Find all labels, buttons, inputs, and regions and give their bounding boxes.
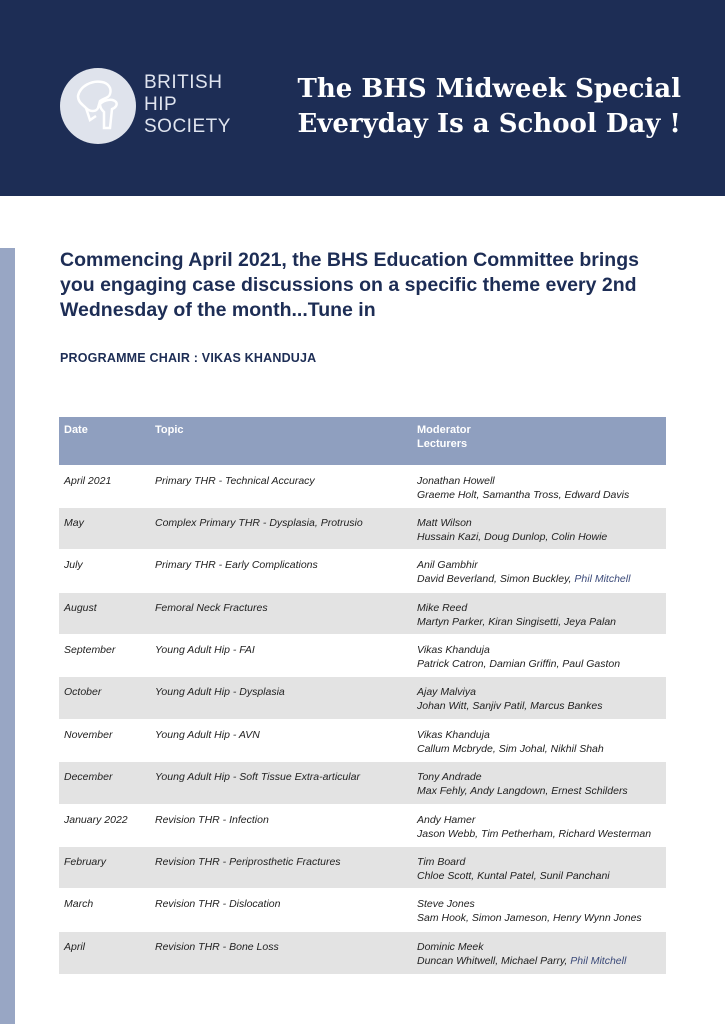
cell-topic: Complex Primary THR - Dysplasia, Protrusio (150, 507, 412, 549)
lecturer-list: Duncan Whitwell, Michael Parry, (417, 954, 571, 967)
logo-line-1: BRITISH (144, 72, 223, 93)
lecturer-list: Patrick Catron, Damian Griffin, Paul Gaston (417, 658, 621, 671)
header-banner (0, 0, 725, 196)
cell-date: January 2022 (64, 813, 128, 826)
header-topic: Topic (150, 417, 412, 465)
cell-people (412, 507, 666, 549)
moderator-name: Andy Hamer (417, 813, 476, 826)
cell-topic: Young Adult Hip - Soft Tissue Extra-articular (150, 762, 412, 804)
cell-people (412, 635, 666, 677)
lecturer-names (417, 784, 666, 798)
moderator-name: Vikas Khanduja (417, 728, 490, 741)
cell-people (412, 762, 666, 804)
table-row (59, 550, 666, 592)
hip-logo-icon (60, 68, 136, 144)
lecturer-names (417, 615, 666, 629)
side-accent-bar (0, 248, 15, 1024)
cell-topic: Primary THR - Technical Accuracy (155, 474, 315, 487)
cell-topic: Femoral Neck Fractures (150, 592, 412, 634)
moderator-name: Mike Reed (417, 601, 468, 614)
cell-date: April (59, 931, 150, 973)
header-moderator-lecturers (412, 417, 666, 465)
cell-date: July (64, 559, 83, 572)
title-line-2: Everyday Is a School Day ! (297, 109, 681, 139)
cell-topic: Young Adult Hip - FAI (155, 644, 255, 657)
moderator-name: Dominic Meek (417, 940, 484, 953)
cell-people (412, 550, 666, 592)
logo-wordmark (144, 72, 231, 138)
highlighted-lecturer: Phil Mitchell (574, 573, 631, 586)
highlighted-lecturer: Phil Mitchell (570, 954, 627, 967)
lecturer-list: Callum Mcbryde, Sim Johal, Nikhil Shah (417, 742, 604, 755)
cell-topic: Young Adult Hip - AVN (155, 728, 260, 741)
header-lecturers: Lecturers (417, 438, 468, 450)
cell-people (412, 889, 666, 931)
cell-people (412, 931, 666, 973)
lecturer-list: Chloe Scott, Kuntal Patel, Sunil Panchani (417, 870, 610, 883)
cell-date: March (64, 898, 94, 911)
cell-topic: Revision THR - Periprosthetic Fractures (150, 847, 412, 889)
cell-date: February (59, 847, 150, 889)
cell-date: April 2021 (64, 474, 112, 487)
lecturer-list: Jason Webb, Tim Petherham, Richard Westerman (417, 827, 652, 840)
page-title (297, 72, 681, 142)
lecturer-list: Martyn Parker, Kiran Singisetti, Jeya Palan (417, 615, 617, 628)
table-row (59, 931, 666, 973)
moderator-name: Tony Andrade (417, 771, 482, 784)
cell-date: August (59, 592, 150, 634)
intro-text: Commencing April 2021, the BHS Education Committee brings you engaging case discussions on a specific theme every 2nd Wednesday of the month...Tune in (60, 249, 639, 321)
moderator-name: Matt Wilson (417, 516, 472, 529)
lecturer-names (417, 742, 666, 756)
lecturer-list: Graeme Holt, Samantha Tross, Edward Davis (417, 488, 630, 501)
table-row (59, 465, 666, 507)
cell-topic: Revision THR - Bone Loss (150, 931, 412, 973)
moderator-name: Ajay Malviya (417, 686, 476, 699)
cell-people (412, 677, 666, 719)
lecturer-list: Johan Witt, Sanjiv Patil, Marcus Bankes (417, 700, 603, 713)
lecturer-names (417, 488, 666, 502)
lecturer-list: Sam Hook, Simon Jameson, Henry Wynn Jones (417, 912, 642, 925)
cell-date: November (64, 728, 113, 741)
moderator-name: Jonathan Howell (417, 474, 495, 487)
logo-line-2: HIP (144, 94, 178, 115)
table-row (59, 719, 666, 761)
cell-topic: Primary THR - Early Complications (155, 559, 318, 572)
table-row (59, 635, 666, 677)
cell-people (412, 804, 666, 846)
table-row (59, 592, 666, 634)
cell-topic: Revision THR - Infection (155, 813, 269, 826)
lecturer-list: David Beverland, Simon Buckley, (417, 573, 575, 586)
cell-people (412, 465, 666, 507)
lecturer-names (417, 657, 666, 671)
moderator-name: Tim Board (417, 856, 466, 869)
table-row (59, 847, 666, 889)
table-row (59, 804, 666, 846)
header-moderator: Moderator (417, 424, 471, 436)
lecturer-names (417, 530, 666, 544)
header-date: Date (59, 417, 150, 465)
cell-date: October (59, 677, 150, 719)
moderator-name: Vikas Khanduja (417, 644, 490, 657)
moderator-name: Anil Gambhir (417, 559, 478, 572)
table-row (59, 507, 666, 549)
moderator-name: Steve Jones (417, 898, 475, 911)
lecturer-names (417, 954, 666, 968)
title-line-1: The BHS Midweek Special (297, 74, 681, 104)
cell-people (412, 719, 666, 761)
cell-date: May (59, 507, 150, 549)
cell-people (412, 847, 666, 889)
table-row (59, 677, 666, 719)
lecturer-names (417, 699, 666, 713)
schedule-table (59, 417, 666, 974)
lecturer-names (417, 827, 666, 841)
logo-line-3: SOCIETY (144, 116, 231, 137)
cell-date: December (59, 762, 150, 804)
lecturer-names (417, 869, 666, 883)
cell-date: September (64, 644, 116, 657)
cell-topic: Young Adult Hip - Dysplasia (150, 677, 412, 719)
lecturer-list: Max Fehly, Andy Langdown, Ernest Schilders (417, 785, 628, 798)
lecturer-names (417, 572, 666, 586)
table-row (59, 889, 666, 931)
table-row (59, 762, 666, 804)
cell-people (412, 592, 666, 634)
programme-chair: PROGRAMME CHAIR : VIKAS KHANDUJA (60, 351, 317, 365)
lecturer-names (417, 911, 666, 925)
lecturer-list: Hussain Kazi, Doug Dunlop, Colin Howie (417, 530, 608, 543)
cell-topic: Revision THR - Dislocation (155, 898, 281, 911)
table-header-row (59, 417, 666, 465)
